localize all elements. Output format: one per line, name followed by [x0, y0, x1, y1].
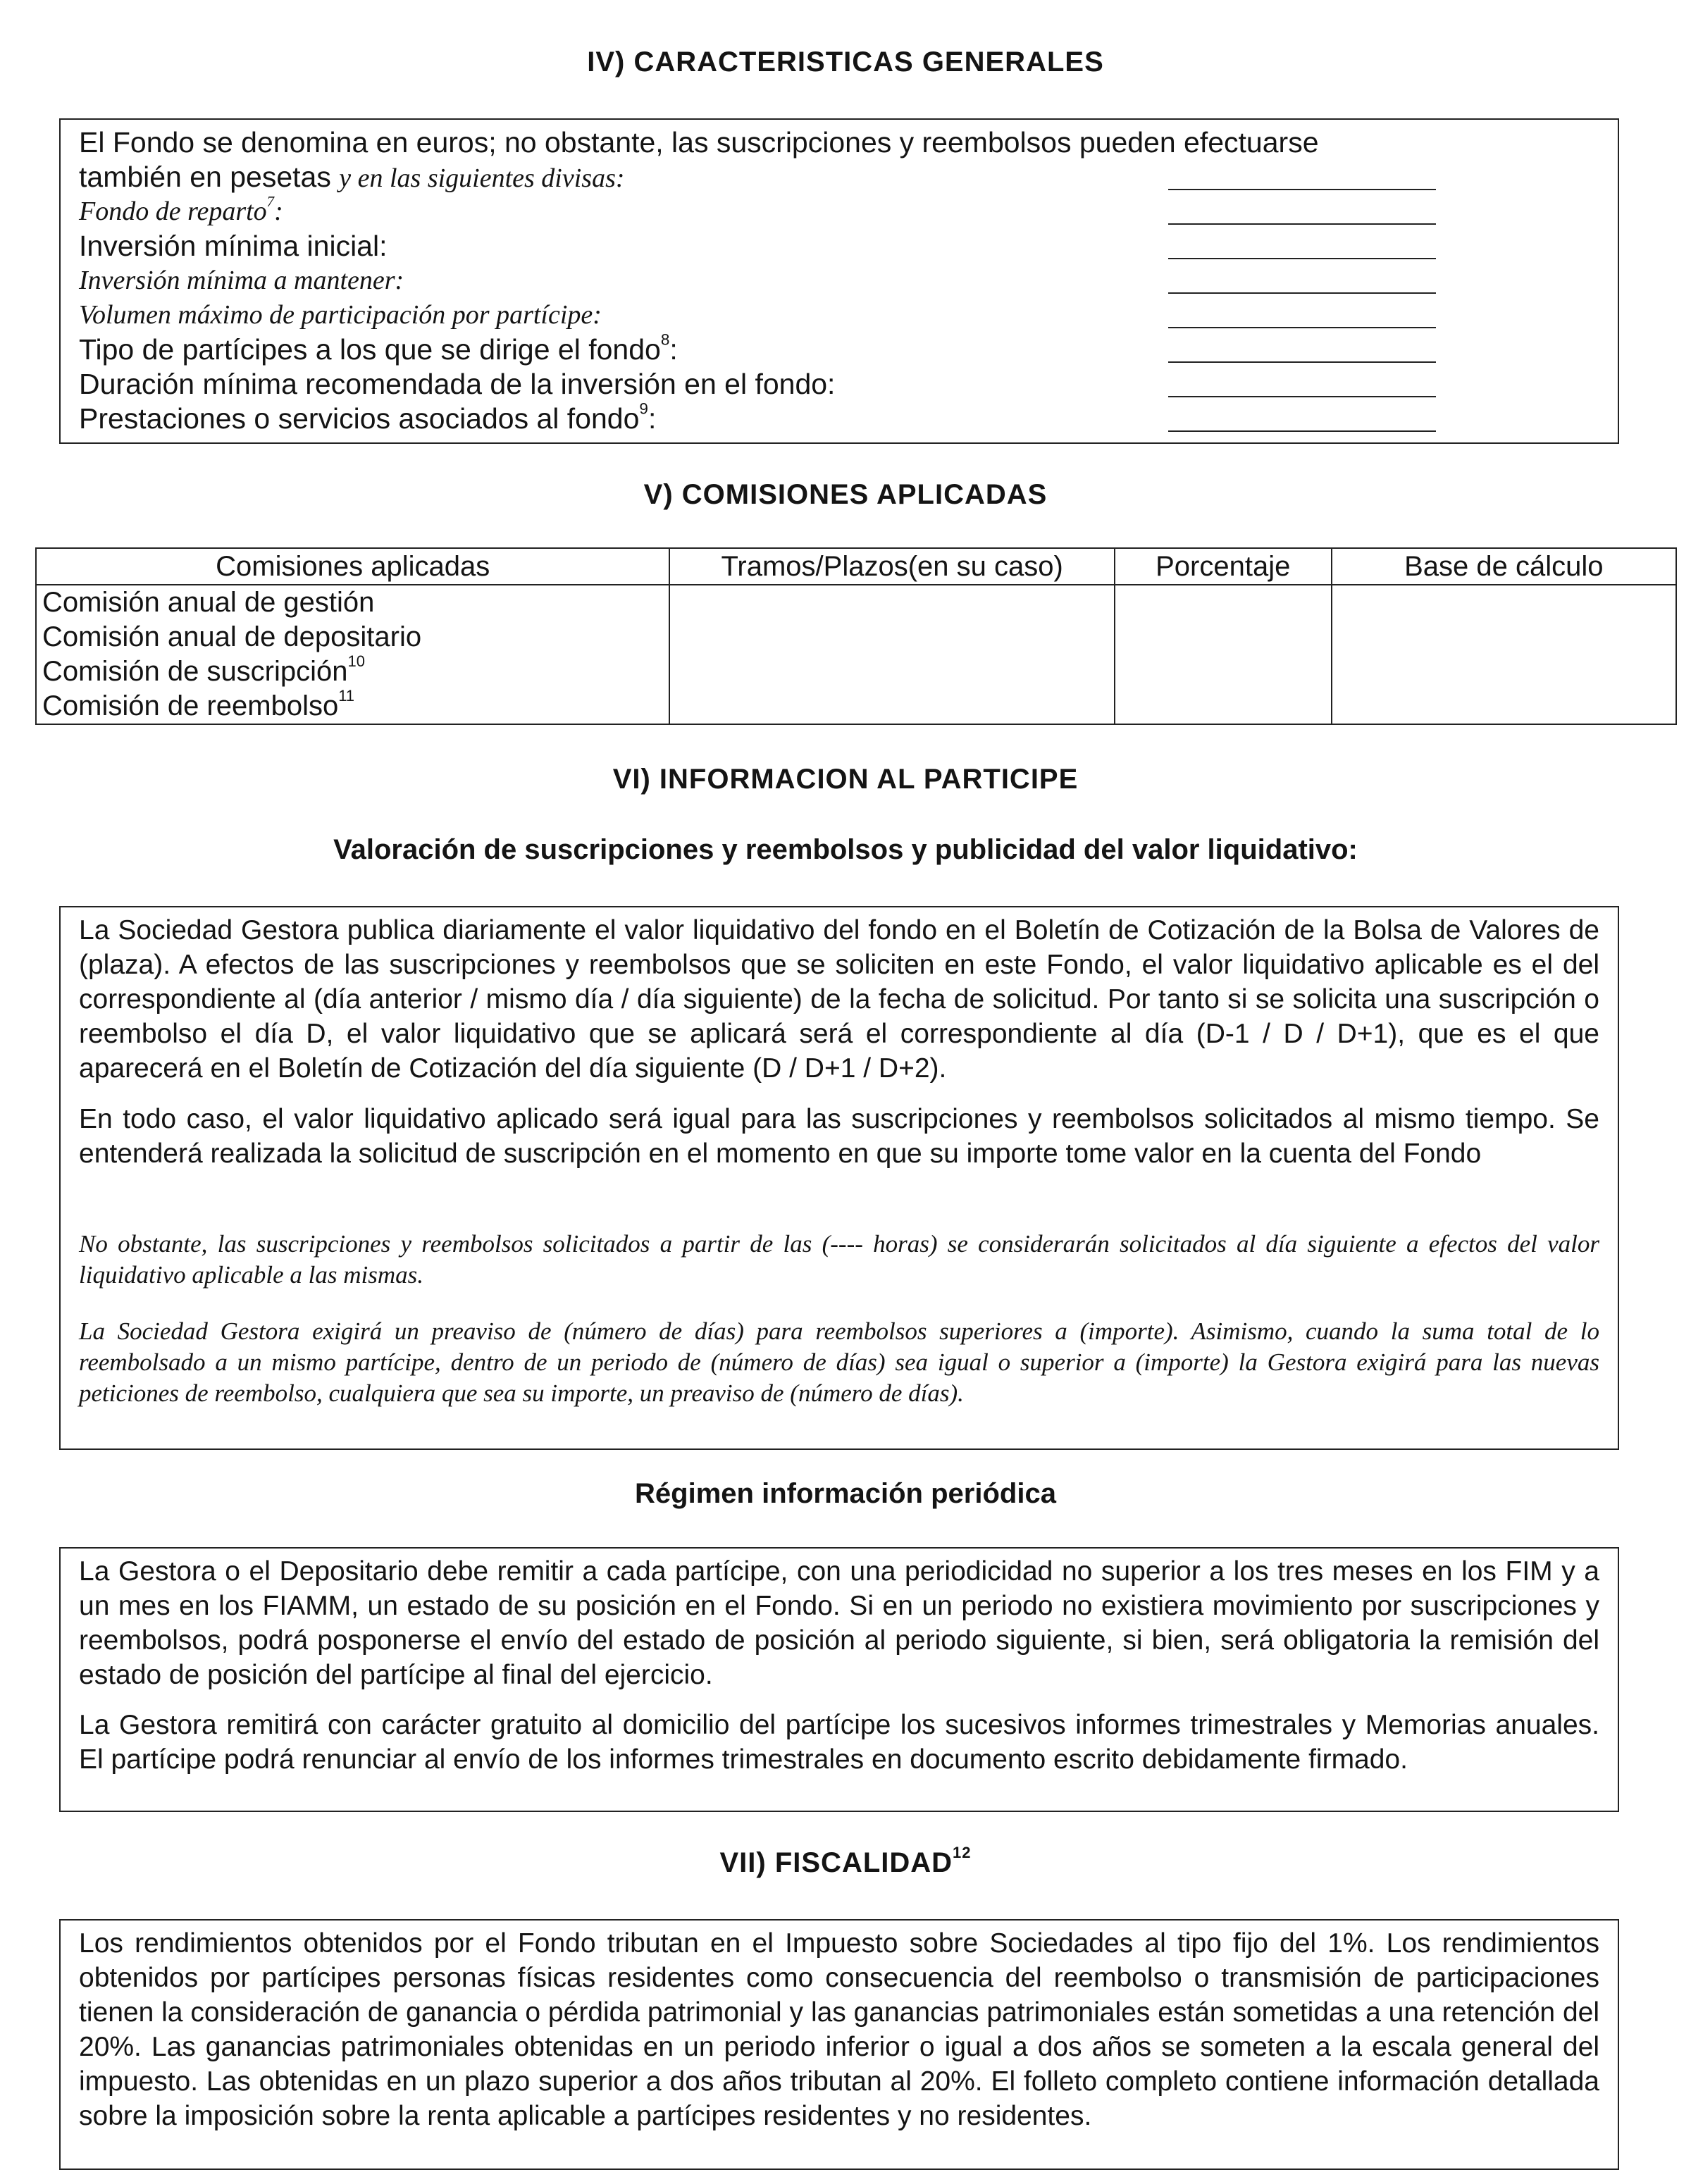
- duracion-label: Duración mínima recomendada de la inversión en el fondo:: [79, 368, 836, 400]
- colon: :: [669, 333, 678, 366]
- valoracion-paragraph-3: No obstante, las suscripciones y reembolsos solicitados a partir de las (---- horas) se considerarán solicitados al día siguiente a efectos del valor liquidativo aplicable a las mismas.: [79, 1230, 1599, 1289]
- fiscalidad-box: [59, 1919, 1619, 2170]
- colon: :: [648, 402, 657, 435]
- comision-depositario-text: Comisión anual de depositario: [42, 621, 422, 652]
- footnote-ref: 11: [338, 687, 355, 705]
- comisiones-table: [35, 547, 1677, 725]
- blank-line-inversion-inicial[interactable]: [1168, 258, 1436, 259]
- comision-gestion-label: [42, 585, 663, 620]
- blank-line-tipo-participes[interactable]: [1168, 361, 1436, 363]
- volumen-maximo-label: Volumen máximo de participación por partícipe:: [79, 300, 602, 330]
- header-porcentaje: Porcentaje: [1115, 548, 1332, 585]
- inversion-minima-mantener-label: Inversión mínima a mantener:: [79, 266, 404, 295]
- comisiones-body-row: [36, 585, 1676, 724]
- fondo-reparto-label: [79, 194, 283, 229]
- comisiones-header-row: [36, 548, 1676, 585]
- section-v-title: V) COMISIONES APLICADAS: [643, 479, 1048, 510]
- regimen-paragraph-2: La Gestora remitirá con carácter gratuito al domicilio del partícipe los sucesivos informes trimestrales y Memorias anuales. El partícipe podrá renunciar al envío de los informes trimestrales en documento escrito debidamente firmado.: [79, 1710, 1599, 1775]
- regimen-subtitle: Régimen información periódica: [635, 1478, 1056, 1509]
- section-vii-title-text: VII) FISCALIDAD: [719, 1847, 953, 1878]
- comision-depositario-label: [42, 620, 663, 654]
- general-line-2-text: también en pesetas: [79, 161, 340, 193]
- tipo-participes-label: [79, 330, 678, 367]
- prestaciones-label: [79, 399, 657, 436]
- valoracion-box: [59, 906, 1619, 1450]
- tipo-participes-text: Tipo de partícipes a los que se dirige el fondo: [79, 333, 661, 366]
- base-calculo-cell[interactable]: [1332, 585, 1676, 724]
- section-iv-title: IV) CARACTERISTICAS GENERALES: [587, 46, 1104, 77]
- section-vi-title: VI) INFORMACION AL PARTICIPE: [612, 764, 1079, 795]
- footnote-ref: 10: [347, 652, 365, 671]
- header-comisiones-aplicadas: Comisiones aplicadas: [36, 548, 669, 585]
- footnote-ref: 12: [953, 1844, 972, 1862]
- comision-reembolso-label: [42, 689, 663, 724]
- blank-line-inversion-mantener[interactable]: [1168, 292, 1436, 294]
- blank-line-volumen-maximo[interactable]: [1168, 327, 1436, 328]
- tramos-plazos-cell[interactable]: [669, 585, 1114, 724]
- valoracion-paragraph-1: La Sociedad Gestora publica diariamente el valor liquidativo del fondo en el Boletín de Cotización de la Bolsa de Valores de (plaza). A efectos de las suscripciones y reembolsos que se soliciten en este Fondo, el valor liquidativo aplicable es el del correspondiente al (día anterior / mismo día / día siguiente) de la fecha de solicitud. Por tanto si se solicita una suscripción o reembolso el día D, el valor liquidativo que se aplicará será el correspondiente al día (D-1 / D / D+1), que es el que aparecerá en el Boletín de Cotización del día siguiente (D / D+1 / D+2).: [79, 915, 1599, 1084]
- fondo-reparto-text: Fondo de reparto: [79, 197, 267, 226]
- footnote-ref: 8: [660, 330, 670, 349]
- regimen-box: [59, 1547, 1619, 1812]
- comision-suscripcion-label: [42, 654, 663, 689]
- comision-reembolso-text: Comisión de reembolso: [42, 690, 339, 721]
- valoracion-subtitle: Valoración de suscripciones y reembolsos y publicidad del valor liquidativo:: [333, 834, 1358, 865]
- valoracion-paragraph-2: En todo caso, el valor liquidativo aplicado será igual para las suscripciones y reembolsos solicitados al mismo tiempo. Se entenderá realizada la solicitud de suscripción en el momento en que su importe tome valor en la cuenta del Fondo: [79, 1104, 1599, 1169]
- fiscalidad-paragraph: Los rendimientos obtenidos por el Fondo tributan en el Impuesto sobre Sociedades al tipo fijo del 1%. Los rendimientos obtenidos por partícipes personas físicas residentes como consecuencia del reembolso o transmisión de participaciones tienen la consideración de ganancia o pérdida patrimonial y las ganancias patrimoniales están sometidas a una retención del 20%. Las ganancias patrimoniales obtenidas en un periodo inferior o igual a dos años se someten a la escala general del impuesto. Las obtenidas en un plazo superior a dos años tributan al 20%. El folleto completo contiene información detallada sobre la imposición sobre la renta aplicable a partícipes residentes y no residentes.: [79, 1928, 1599, 2131]
- blank-line-duracion[interactable]: [1168, 396, 1436, 397]
- regimen-paragraph-1: La Gestora o el Depositario debe remitir a cada partícipe, con una periodicidad no superior a los tres meses en los FIM y a un mes en los FIAMM, un estado de su posición en el Fondo. Si en un periodo no existiera movimiento por suscripciones y reembolsos, podrá posponerse el envío del estado de posición al periodo siguiente, si bien, será obligatoria la remisión del estado de posición del partícipe al final del ejercicio.: [79, 1556, 1599, 1690]
- porcentaje-cell[interactable]: [1115, 585, 1332, 724]
- blank-line-divisas[interactable]: [1168, 189, 1436, 190]
- general-line-2: [79, 160, 625, 196]
- comision-gestion-text: Comisión anual de gestión: [42, 587, 375, 618]
- caracteristicas-box: [59, 118, 1619, 444]
- prestaciones-text: Prestaciones o servicios asociados al fondo: [79, 402, 640, 435]
- comision-suscripcion-text: Comisión de suscripción: [42, 656, 348, 687]
- header-base-calculo: Base de cálculo: [1332, 548, 1676, 585]
- general-line-1: El Fondo se denomina en euros; no obstante, las suscripciones y reembolsos pueden efectuarse: [79, 126, 1319, 159]
- header-tramos-plazos: Tramos/Plazos(en su caso): [669, 548, 1114, 585]
- footnote-ref: 9: [639, 399, 648, 418]
- blank-line-prestaciones[interactable]: [1168, 430, 1436, 432]
- section-vii-title: [0, 1844, 1691, 1879]
- comisiones-labels-cell: [36, 585, 669, 724]
- footnote-ref: 7: [266, 193, 275, 211]
- colon: :: [274, 197, 283, 226]
- general-line-2-italic: y en las siguientes divisas:: [339, 163, 625, 193]
- inversion-minima-inicial-label: Inversión mínima inicial:: [79, 230, 388, 262]
- blank-line-fondo-reparto[interactable]: [1168, 223, 1436, 225]
- valoracion-paragraph-4: La Sociedad Gestora exigirá un preaviso de (número de días) para reembolsos superiores a (importe). Asimismo, cuando la suma total de lo reembolsado a un mismo partícipe, dentro de un periodo de (número de días) sea igual o superior a (importe) la Gestora exigirá para las nuevas peticiones de reembolso, cualquiera que sea su importe, un preaviso de (número de días).: [79, 1317, 1599, 1407]
